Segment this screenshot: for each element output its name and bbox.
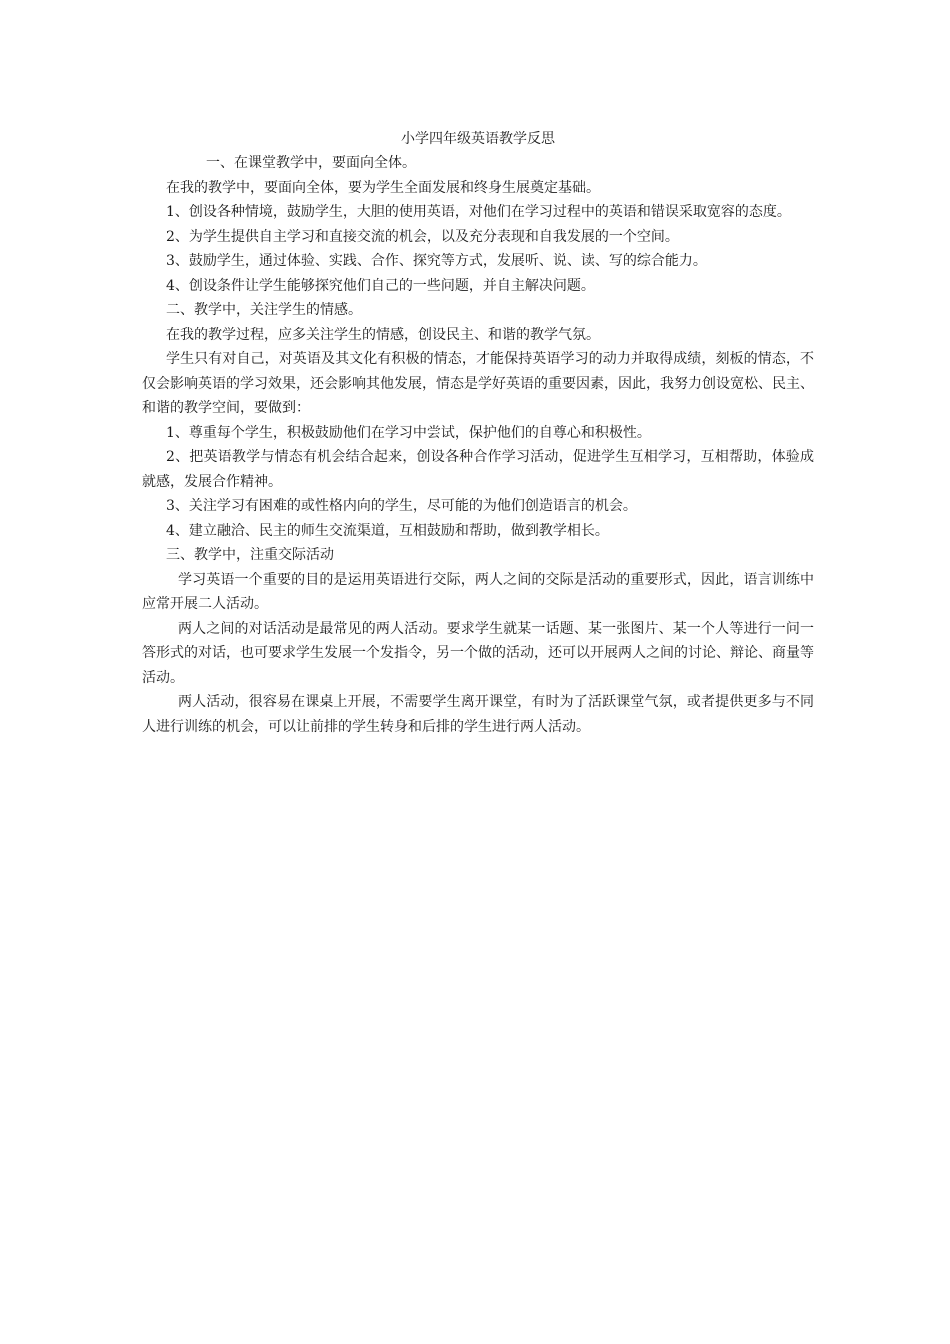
list-item: 1、尊重每个学生，积极鼓励他们在学习中尝试，保护他们的自尊心和积极性。 bbox=[166, 424, 651, 441]
list-item: 4、建立融洽、民主的师生交流渠道，互相鼓励和帮助，做到教学相长。 bbox=[166, 522, 609, 539]
paragraph: 两人之间的对话活动是最常见的两人活动。要求学生就某一话题、某一张图片、某一个人等进行一问一答形式的对话，也可要求学生发展一个发指令，另一个做的活动，还可以开展两人之间的讨论、辩论、商量等活动。 bbox=[142, 620, 814, 686]
paragraph: 在我的教学过程，应多关注学生的情感，创设民主、和谐的教学气氛。 bbox=[166, 326, 600, 343]
paragraph: 学生只有对自己，对英语及其文化有积极的情态，才能保持英语学习的动力并取得成绩，刻板的情态，不仅会影响英语的学习效果，还会影响其他发展，情态是学好英语的重要因素，因此，我努力创设宽松、民主、和谐的教学空间，要做到： bbox=[142, 351, 814, 416]
paragraph: 在我的教学中，要面向全体，要为学生全面发展和终身生展奠定基础。 bbox=[166, 179, 600, 196]
section-heading-2: 二、教学中，关注学生的情感。 bbox=[166, 302, 362, 318]
list-item: 2、把英语教学与情态有机会结合起来，创设各种合作学习活动，促进学生互相学习，互相帮助，体验成就感，发展合作精神。 bbox=[142, 449, 814, 490]
list-item: 3、鼓励学生，通过体验、实践、合作、探究等方式，发展听、说、读、写的综合能力。 bbox=[166, 253, 707, 269]
paragraph: 两人活动，很容易在课桌上开展，不需要学生离开课堂，有时为了活跃课堂气氛，或者提供更多与不同人进行训练的机会，可以让前排的学生转身和后排的学生进行两人活动。 bbox=[142, 694, 814, 735]
paragraph: 学习英语一个重要的目的是运用英语进行交际，两人之间的交际是活动的重要形式，因此，语言训练中应常开展二人活动。 bbox=[142, 571, 814, 612]
section-heading-3: 三、教学中，注重交际活动 bbox=[166, 547, 334, 563]
list-item: 1、创设各种情境，鼓励学生，大胆的使用英语，对他们在学习过程中的英语和错误采取宽容的态度。 bbox=[166, 204, 791, 220]
section-heading-1: 一、在课堂教学中，要面向全体。 bbox=[206, 155, 416, 171]
list-item: 3、关注学习有困难的或性格内向的学生，尽可能的为他们创造语言的机会。 bbox=[166, 498, 637, 514]
document-title: 小学四年级英语教学反思 bbox=[401, 131, 555, 147]
list-item: 2、为学生提供自主学习和直接交流的机会，以及充分表现和自我发展的一个空间。 bbox=[166, 228, 679, 245]
document-body bbox=[142, 127, 814, 739]
list-item: 4、创设条件让学生能够探究他们自己的一些问题，并自主解决问题。 bbox=[166, 277, 595, 294]
